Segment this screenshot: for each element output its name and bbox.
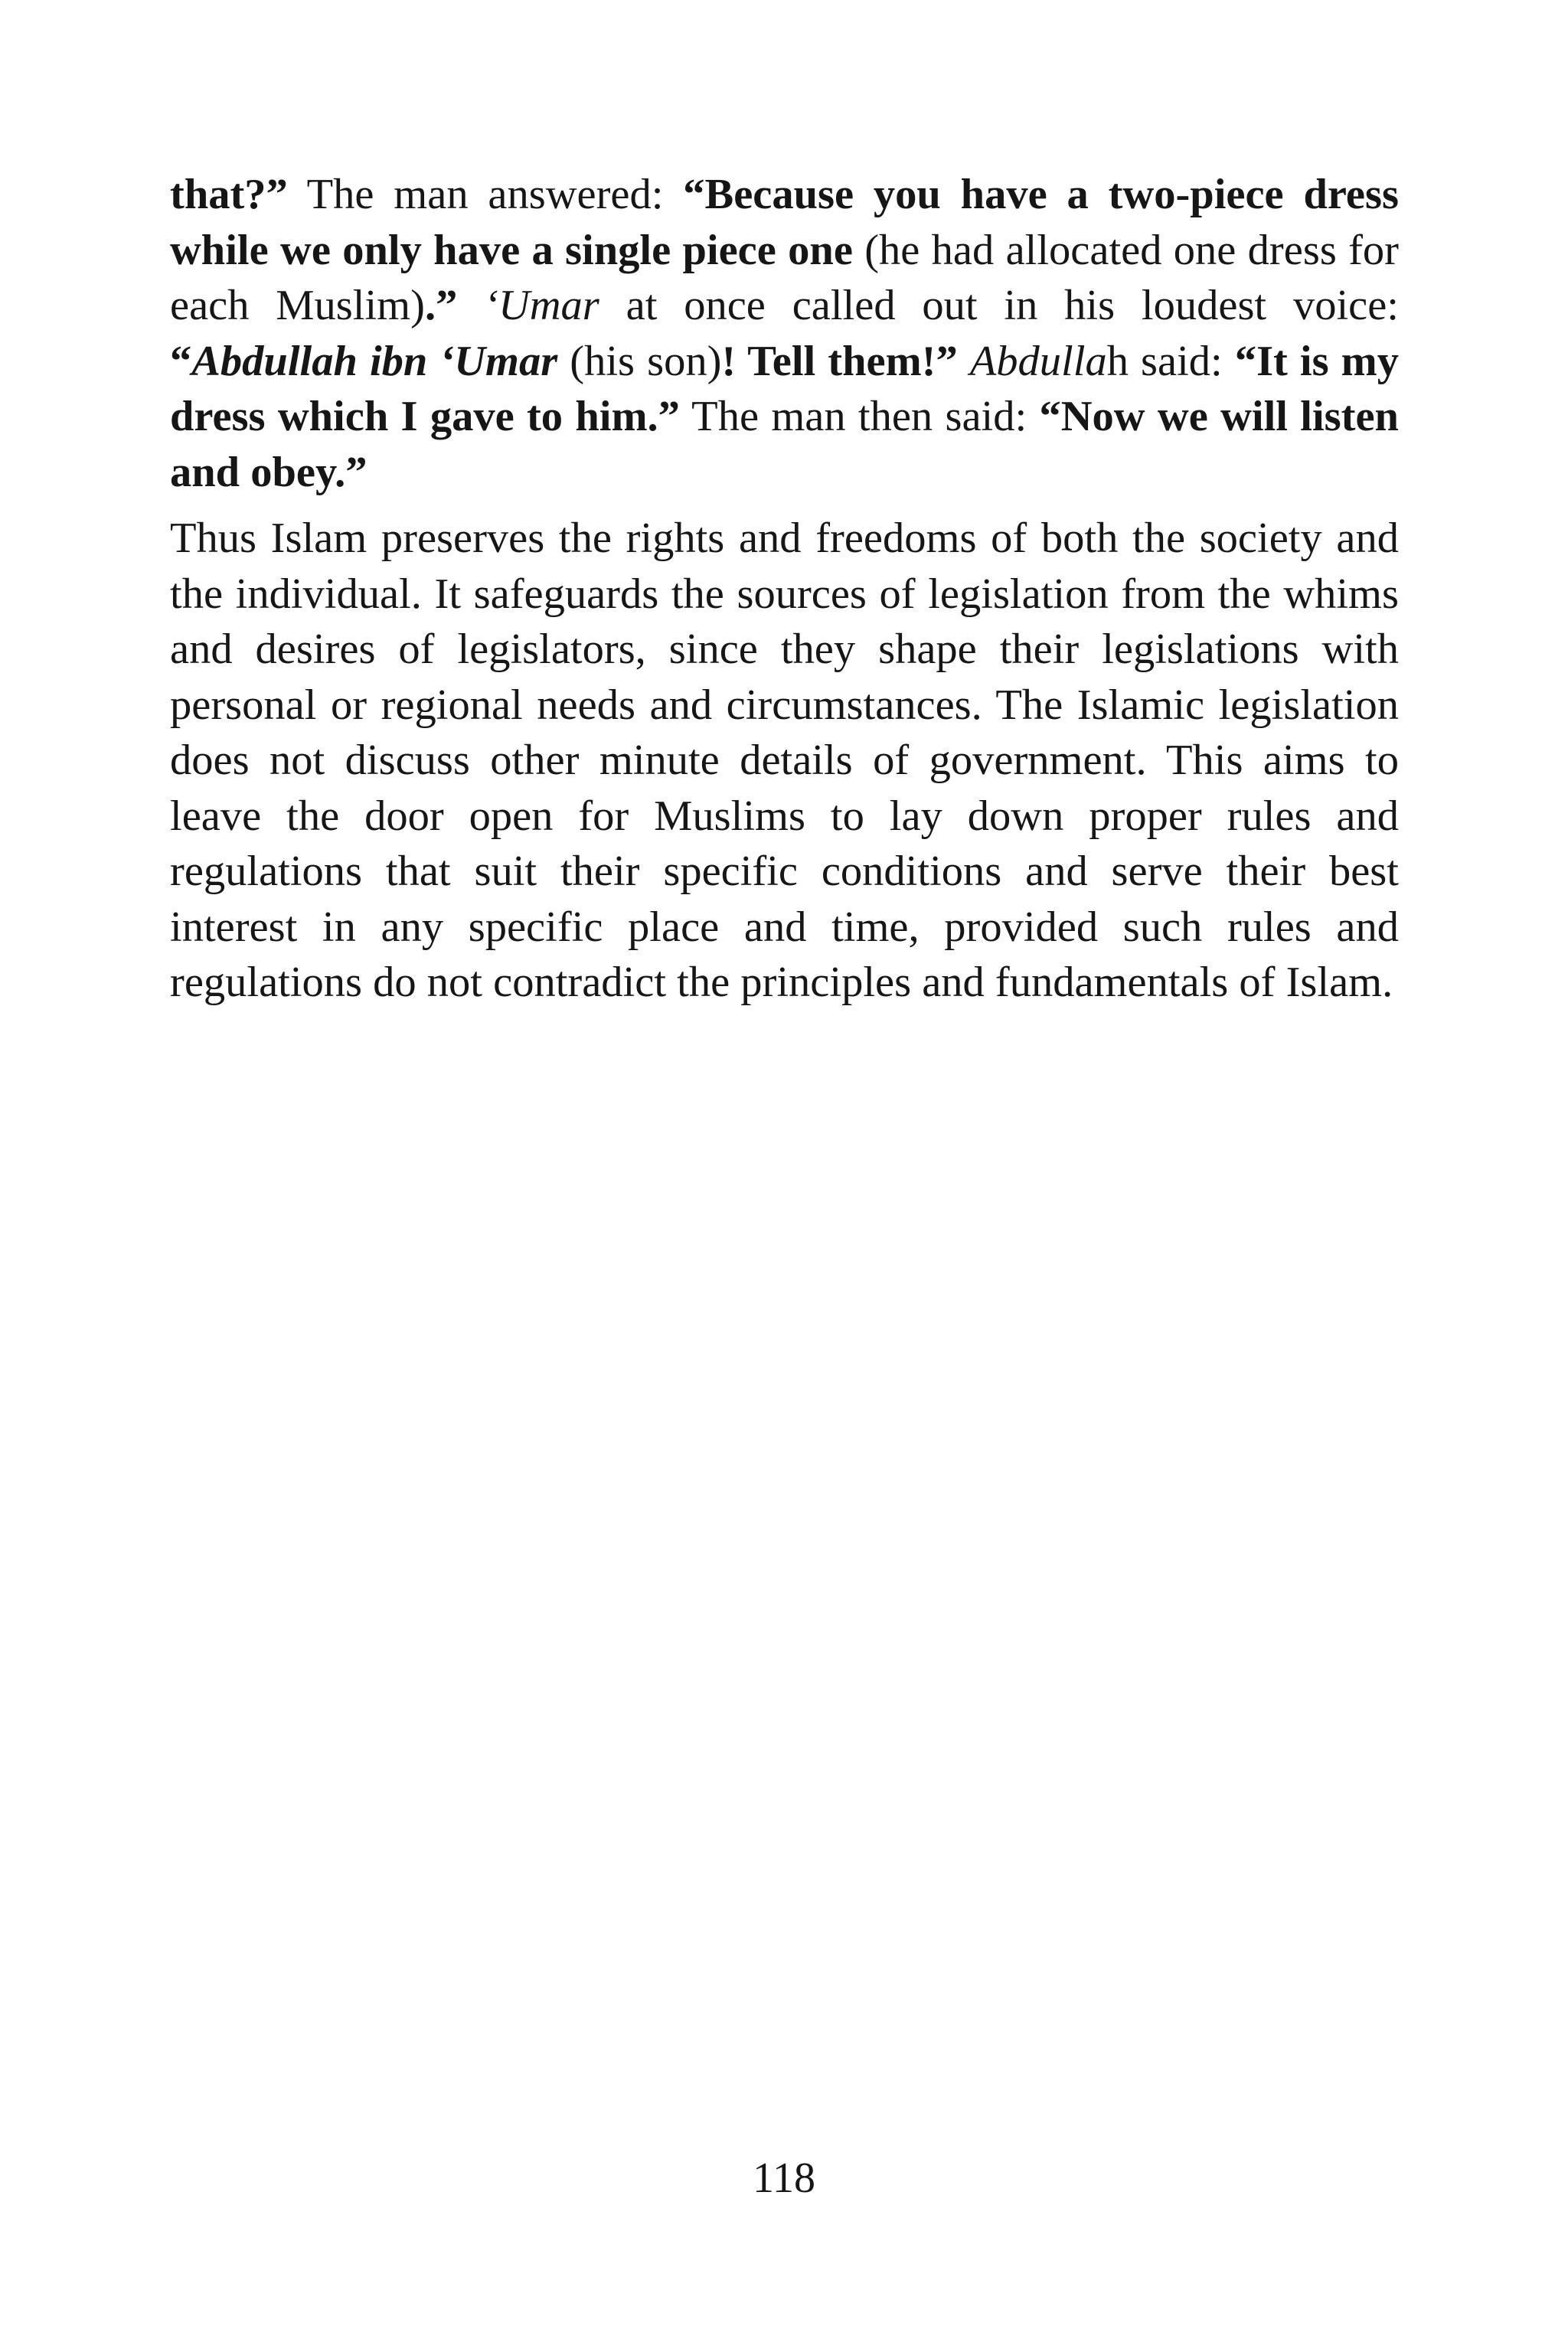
page-number: 118 [753, 2154, 815, 2202]
text-run: ‘Umar [484, 282, 599, 329]
text-run: Thus Islam preserves the rights and freedoms of both the society and the individual. It safeguards the sources of legislation from the whims and desires of legislators, since they shape their legislations with personal or regional needs and circumstances. The Islamic legislation does not discuss other minute details of government. This aims to leave the door open for Muslims to lay down proper rules and regulations that suit their specific conditions and serve their best interest in any specific place and time, provided such rules and regulations do not contradict the principles and fundamentals of Islam. [170, 514, 1399, 1006]
text-run: “Because you have a two-piece dress while we only have a single piece one [170, 171, 1399, 274]
paragraph [170, 511, 1399, 1011]
text-run: Abdullah ibn ‘Umar [191, 337, 558, 385]
text-run: The man answered: [287, 171, 684, 218]
paragraph [170, 167, 1399, 500]
page-body [170, 167, 1399, 1011]
text-run: “Now we will listen and obey.” [170, 393, 1399, 496]
text-run: ! Tell them!” [721, 337, 958, 385]
text-run: The man then said: [679, 393, 1040, 440]
text-run: .” [424, 282, 458, 329]
text-run: at once called out in his loudest voice: [599, 282, 1399, 329]
text-run: Abdulla [969, 337, 1107, 385]
text-run [958, 338, 970, 385]
text-run: that?” [170, 171, 288, 218]
text-run: h said: [1106, 337, 1235, 385]
text-run: “ [170, 337, 192, 385]
text-run: (his son) [557, 337, 722, 385]
text-run [457, 282, 484, 329]
text-run: (he had allocated one dress for each Muslim) [170, 226, 1399, 329]
text-run: “It is my dress which I gave to him.” [170, 337, 1399, 440]
